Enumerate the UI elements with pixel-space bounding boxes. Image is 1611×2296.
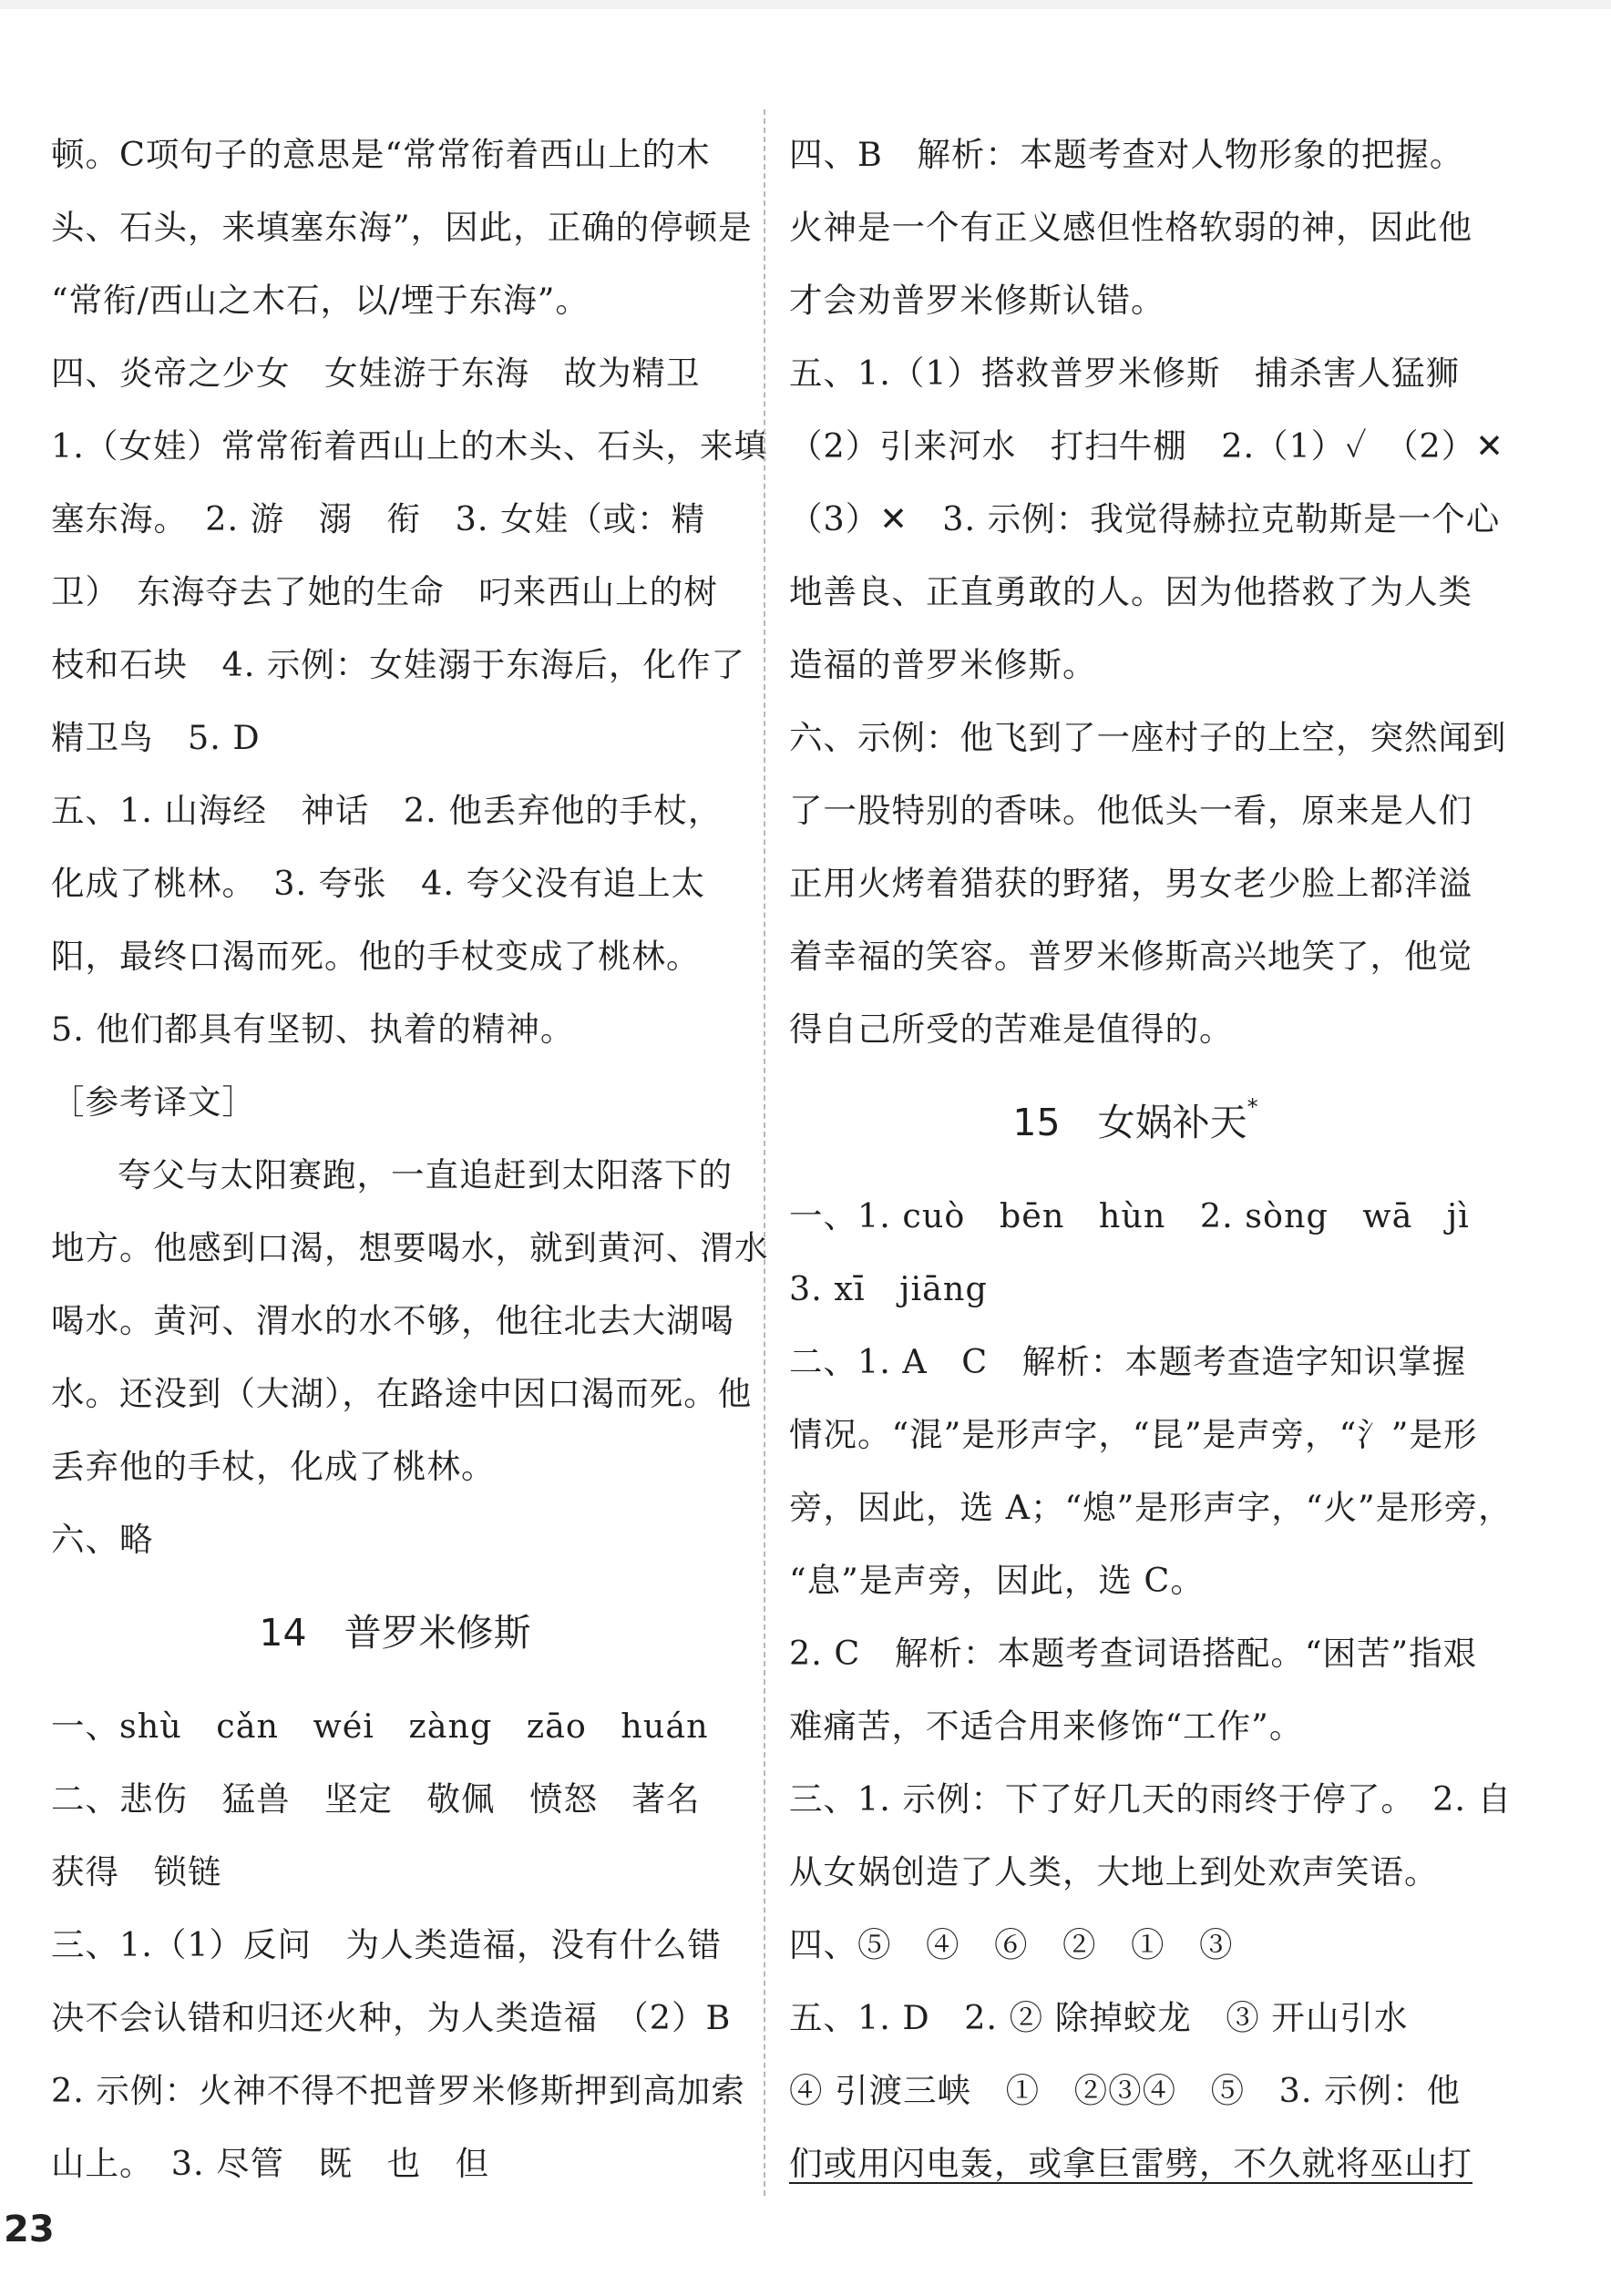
answer-line: 难痛苦，不适合用来修饰“工作”。 [789, 1707, 1304, 1746]
answer-line: 阳，最终口渴而死。他的手杖变成了桃林。 [51, 937, 701, 976]
answer-line: 六、示例：他飞到了一座村子的上空，突然闻到 [789, 718, 1507, 757]
answer-line: 枝和石块 4. 示例：女娃溺于东海后，化作了 [51, 645, 745, 684]
answer-line: 二、1. A C 解析：本题考查造字知识掌握 [789, 1342, 1467, 1381]
answer-line: 喝水。黄河、渭水的水不够，他往北去大湖喝 [51, 1301, 734, 1340]
answer-line: （2）引来河水 打扫牛棚 2.（1）✓ （2）✕ [789, 426, 1504, 466]
answer-line: （3）✕ 3. 示例：我觉得赫拉克勒斯是一个心 [789, 499, 1501, 538]
answer-line: 五、1.（1）搭救普罗米修斯 捕杀害人猛狮 [789, 354, 1461, 393]
answer-line: 得自己所受的苦难是值得的。 [789, 1010, 1234, 1049]
answer-line: ④ 引渡三峡 ① ②③④ ⑤ 3. 示例：他 [789, 2071, 1462, 2110]
section-title [789, 1066, 1482, 1180]
answer-line: 夸父与太阳赛跑，一直追赶到太阳落下的 [118, 1155, 733, 1194]
answer-line: 2. C 解析：本题考查词语搭配。“困苦”指艰 [789, 1634, 1478, 1673]
answer-line: 四、炎帝之少女 女娃游于东海 故为精卫 [51, 354, 701, 393]
answer-line: 四、B 解析：本题考查对人物形象的把握。 [789, 135, 1464, 174]
optional-lesson-mark: * [1247, 1094, 1258, 1120]
answer-line: 六、略 [51, 1520, 154, 1559]
answer-line: 正用火烤着猎获的野猪，男女老少脸上都洋溢 [789, 864, 1472, 903]
answer-line: 四、⑤ ④ ⑥ ② ① ③ [789, 1925, 1234, 1964]
answer-line: 决不会认错和归还火种，为人类造福 （2）B [51, 1998, 732, 2037]
answer-line: 卫） 东海夺去了她的生命 叼来西山上的树 [51, 572, 718, 611]
answer-line: 着幸福的笑容。普罗米修斯高兴地笑了，他觉 [789, 937, 1472, 976]
answer-line: 精卫鸟 5. D [51, 718, 261, 757]
answer-line: 地善良、正直勇敢的人。因为他搭救了为人类 [789, 572, 1472, 611]
answer-line: 山上。 3. 尽管 既 也 但 [51, 2144, 490, 2183]
left-column [51, 118, 769, 2200]
answer-line: 三、1. 示例：下了好几天的雨终于停了。 2. 自 [789, 1779, 1513, 1819]
page-number: 23 [4, 2209, 55, 2250]
answer-line: 火神是一个有正义感但性格软弱的神，因此他 [789, 208, 1472, 247]
answer-line: 三、1.（1）反问 为人类造福，没有什么错 [51, 1925, 723, 1964]
answer-line: 从女娲创造了人类，大地上到处欢声笑语。 [789, 1852, 1439, 1891]
answer-line: 获得 锁链 [51, 1852, 222, 1891]
answer-line: 们或用闪电轰，或拿巨雷劈，不久就将巫山打 [789, 2144, 1472, 2183]
answer-line: 地方。他感到口渴，想要喝水，就到黄河、渭水 [51, 1228, 769, 1267]
section-title [51, 1576, 739, 1690]
answer-line: 旁，因此，选 A；“熄”是形声字，“火”是形旁， [789, 1488, 1513, 1527]
answer-line: 一、shù cǎn wéi zàng zāo huán [51, 1707, 709, 1746]
answer-line: 造福的普罗米修斯。 [789, 645, 1097, 684]
answer-line: 2. 示例：火神不得不把普罗米修斯押到高加索 [51, 2071, 745, 2110]
column-divider [764, 109, 765, 2196]
answer-line: 1.（女娃）常常衔着西山上的木头、石头，来填 [51, 426, 768, 466]
answer-line: 五、1. 山海经 神话 2. 他丢弃他的手杖， [51, 791, 723, 830]
answer-line: 一、1. cuò bēn hùn 2. sòng wā jì [789, 1196, 1470, 1235]
top-edge-bar [0, 0, 1611, 9]
answer-line: 才会劝普罗米修斯认错。 [789, 281, 1165, 320]
answer-line: 塞东海。 2. 游 溺 衔 3. 女娃（或：精 [51, 499, 706, 538]
right-column [789, 118, 1513, 2200]
answer-line: 丢弃他的手杖，化成了桃林。 [51, 1447, 496, 1486]
answer-line: 5. 他们都具有坚韧、执着的精神。 [51, 1010, 575, 1049]
answer-line: 二、悲伤 猛兽 坚定 敬佩 愤怒 著名 [51, 1779, 701, 1819]
section-title-text: 15 女娲补天 [1012, 1101, 1247, 1144]
answer-line: 了一股特别的香味。他低头一看，原来是人们 [789, 791, 1472, 830]
answer-line: “息”是声旁，因此，选 C。 [789, 1561, 1205, 1600]
answer-line: 五、1. D 2. ② 除掉蛟龙 ③ 开山引水 [789, 1998, 1409, 2037]
section-title-text: 14 普罗米修斯 [259, 1611, 531, 1655]
answer-line: 3. xī jiāng [789, 1269, 988, 1308]
answer-line: 顿。C项句子的意思是“常常衔着西山上的木 [51, 135, 711, 174]
answer-line: 情况。“混”是形声字，“昆”是声旁，“氵”是形 [789, 1415, 1478, 1454]
answer-line: ［参考译文］ [51, 1082, 256, 1122]
answer-line: 头、石头，来填塞东海”，因此，正确的停顿是 [51, 208, 753, 247]
answer-line: “常衔/西山之木石，以/堙于东海”。 [51, 281, 590, 320]
answer-line: 化成了桃林。 3. 夸张 4. 夸父没有追上太 [51, 864, 706, 903]
answer-line: 水。还没到（大湖），在路途中因口渴而死。他 [51, 1374, 753, 1413]
